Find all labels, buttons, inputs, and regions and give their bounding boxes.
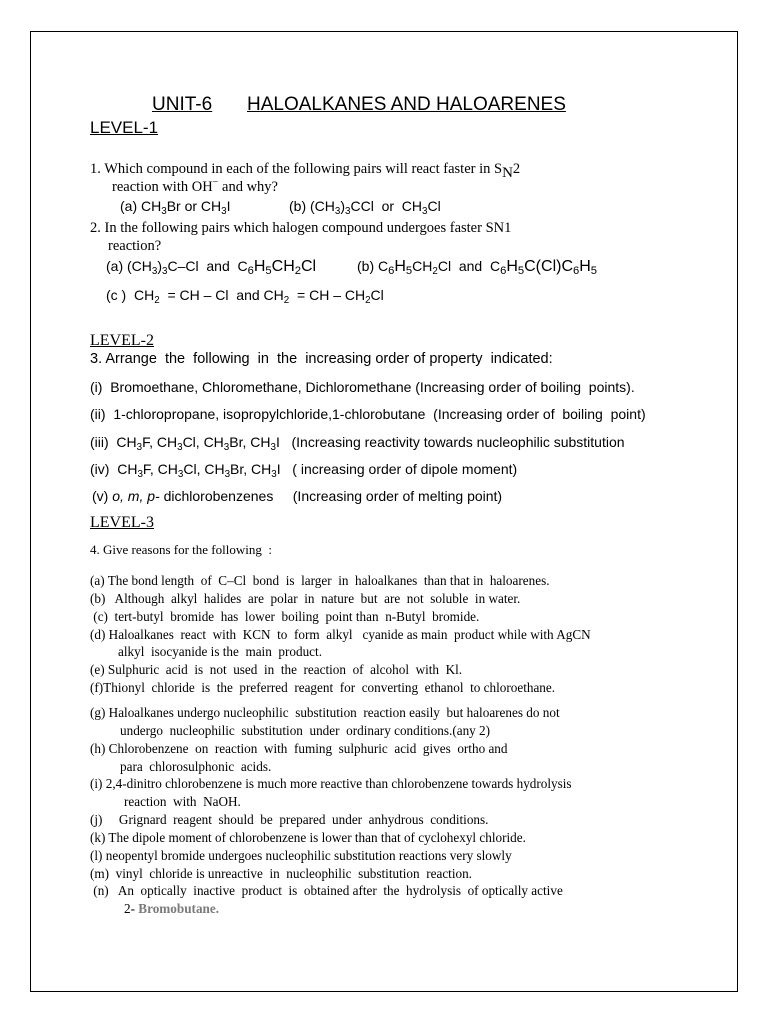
reason-a: (a) The bond length of C–Cl bond is larger in haloalkanes than that in haloarenes.: [90, 573, 550, 588]
question-2-line-2: reaction?: [108, 238, 162, 254]
question-1-option-a: (a) $CH_3Br$ or $CH_3I$: [120, 198, 231, 217]
level-3-heading: LEVEL-3: [90, 514, 154, 531]
reason-d-line-2: alkyl isocyanide is the main product.: [118, 644, 322, 659]
question-3-v: (v) o, m, p- dichlorobenzenes (Increasing order of melting point): [92, 488, 503, 504]
reason-h-line-2: para chlorosulphonic acids.: [120, 759, 272, 774]
reason-g: (g) Haloalkanes undergo nucleophilic substitution reaction easily but haloarenes do not: [90, 705, 560, 720]
question-2: 2. In the following pairs which halogen compound undergoes faster SN1: [90, 220, 512, 236]
reason-n: (n) An optically inactive product is obtained after the hydrolysis of optically active: [90, 883, 563, 898]
question-1-option-b: (b) $(CH_3)_3CCl$ or $CH_3Cl$: [289, 198, 441, 217]
reason-n-line-2: 2- Bromobutane.: [124, 901, 220, 916]
question-3-iv: (iv) $CH_3F$, $CH_3Cl$, $CH_3Br$, $CH_3I$ ( increasing order of dipole moment): [90, 461, 518, 480]
reason-m: (m) vinyl chloride is unreactive in nucleophilic substitution reaction.: [90, 866, 472, 881]
question-1-line-2: reaction with OH− and why?: [112, 177, 278, 195]
reason-k: (k) The dipole moment of chlorobenzene is lower than that of cyclohexyl chloride.: [90, 830, 526, 845]
question-3-ii: (ii) 1-chloropropane, isopropylchloride,1-chlorobutane (Increasing order of boiling point): [90, 406, 646, 422]
question-3: 3. Arrange the following in the increasing order of property indicated:: [90, 351, 553, 367]
question-3-i: (i) Bromoethane, Chloromethane, Dichloromethane (Increasing order of boiling points).: [90, 379, 635, 395]
reason-g-line-2: undergo nucleophilic substitution under ordinary conditions.(any 2): [120, 723, 491, 738]
reason-i-line-2: reaction with NaOH.: [124, 794, 241, 809]
reason-f: (f)Thionyl chloride is the preferred reagent for converting ethanol to chloroethane.: [90, 680, 556, 695]
reason-h: (h) Chlorobenzene on reaction with fuming sulphuric acid gives ortho and: [90, 741, 508, 756]
question-4: 4. Give reasons for the following :: [90, 542, 272, 557]
question-2-option-b: (b) $C_6H_5CH_2Cl$ and $C_6H_5C(Cl)C_6H_5$: [357, 258, 598, 277]
reason-b: (b) Although alkyl halides are polar in nature but are not soluble in water.: [90, 591, 521, 606]
reason-i: (i) 2,4-dinitro chlorobenzene is much more reactive than chlorobenzene towards hydrolysis: [90, 776, 572, 791]
reason-l: (l) neopentyl bromide undergoes nucleophilic substitution reactions very slowly: [90, 848, 512, 863]
unit-label: UNIT-6: [152, 94, 213, 115]
reason-e: (e) Sulphuric acid is not used in the reaction of alcohol with Kl.: [90, 662, 463, 677]
question-2-option-c: (c ) $CH_2$ = CH – Cl and $CH_2$ = CH – $CH_2Cl$: [106, 287, 384, 306]
level-2-heading: LEVEL-2: [90, 332, 154, 349]
reason-j: (j) Grignard reagent should be prepared under anhydrous conditions.: [90, 812, 489, 827]
page-title: HALOALKANES AND HALOARENES: [247, 94, 566, 115]
question-1: 1. Which compound in each of the following pairs will react faster in $S_N2$: [90, 161, 521, 181]
question-3-iii: (iii) $CH_3F$, $CH_3Cl$, $CH_3Br$, $CH_3I$ (Increasing reactivity towards nucleophilic substitution: [90, 434, 625, 453]
reason-c: (c) tert-butyl bromide has lower boiling point than n-Butyl bromide.: [90, 609, 480, 624]
question-2-option-a: (a) $(CH_3)_3C-Cl$ and $C_6H_5CH_2Cl$: [106, 258, 317, 277]
level-1-heading: LEVEL-1: [90, 118, 159, 137]
reason-d: (d) Haloalkanes react with KCN to form alkyl cyanide as main product while with AgCN: [90, 627, 591, 642]
